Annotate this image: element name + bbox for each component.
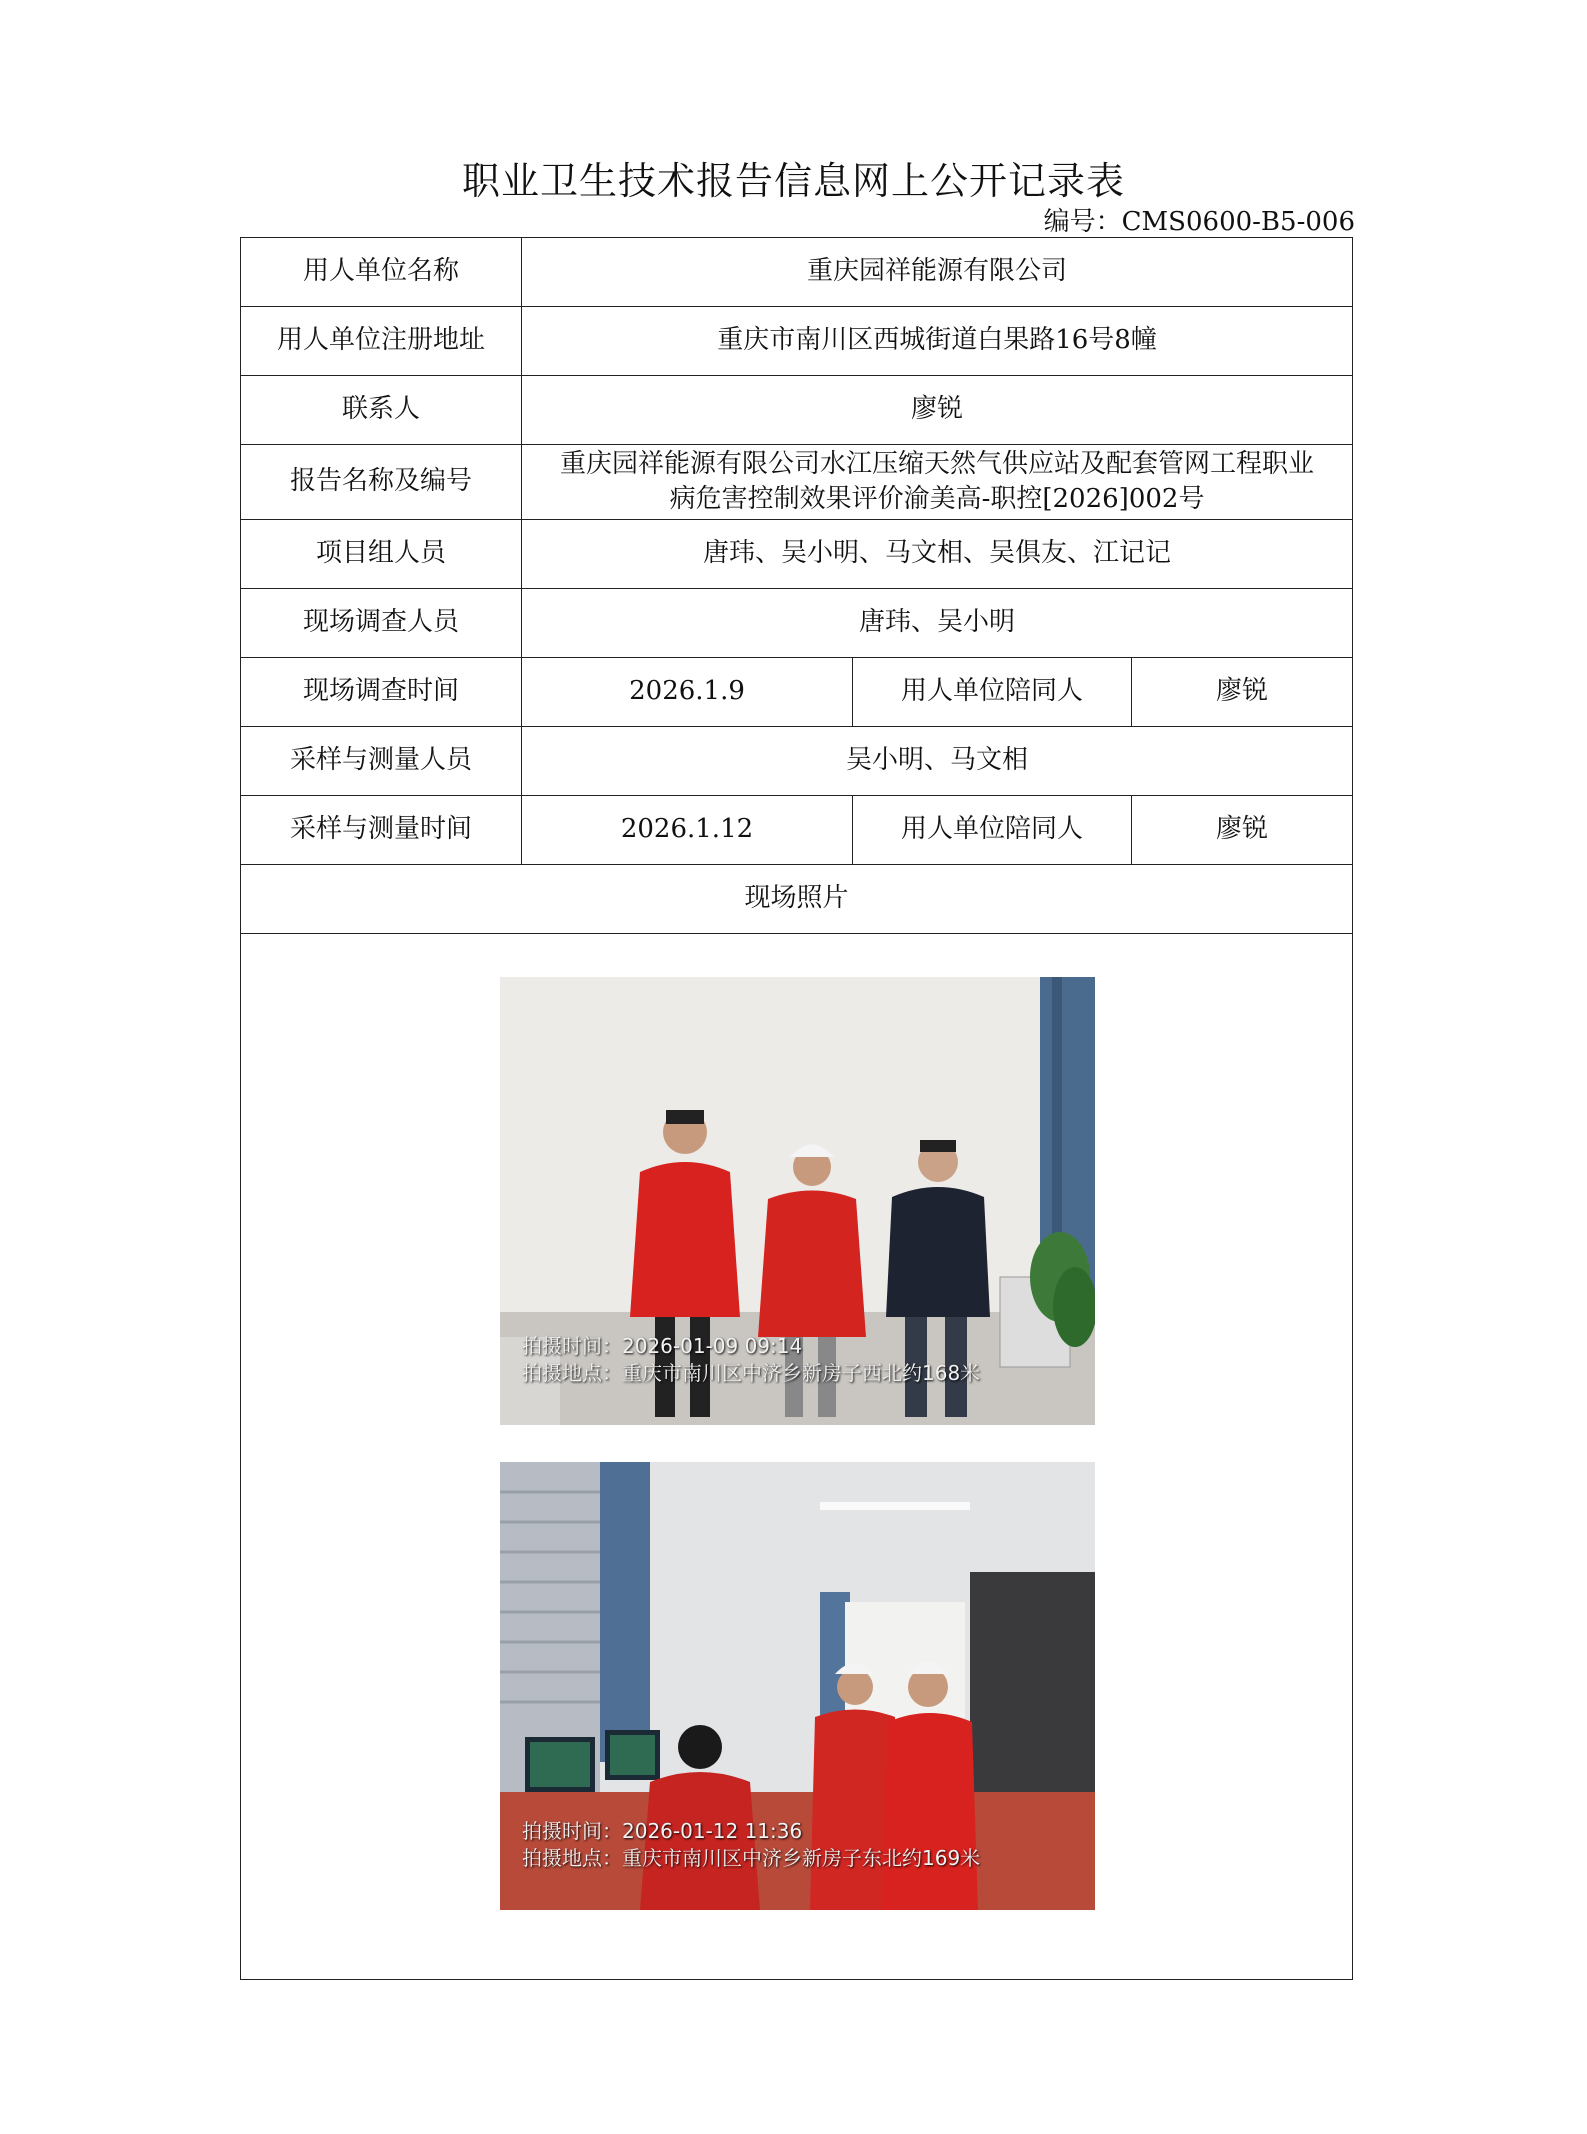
site-photo-2-caption-place: 拍摄地点：重庆市南川区中济乡新房子东北约169米 [522, 1846, 981, 1870]
contact-value: 廖锐 [522, 376, 1353, 445]
address-label: 用人单位注册地址 [241, 307, 522, 376]
row-survey-people [241, 589, 1353, 658]
document-title: 职业卫生技术报告信息网上公开记录表 [461, 159, 1125, 203]
sampling-escort-label: 用人单位陪同人 [853, 796, 1132, 865]
survey-time-value: 2026.1.9 [522, 658, 853, 727]
team-value: 唐玮、吴小明、马文相、吴俱友、江记记 [522, 520, 1353, 589]
site-photo-2-caption-time: 拍摄时间：2026-01-12 11:36 [522, 1819, 803, 1843]
row-sampling-time [241, 796, 1353, 865]
site-photo-2 [500, 1462, 1095, 1910]
sampling-time-label: 采样与测量时间 [241, 796, 522, 865]
row-team [241, 520, 1353, 589]
row-photos-header [241, 865, 1353, 934]
site-photo-1 [500, 977, 1095, 1425]
survey-time-label: 现场调查时间 [241, 658, 522, 727]
survey-people-label: 现场调查人员 [241, 589, 522, 658]
report-value [522, 445, 1353, 520]
survey-escort-value: 廖锐 [1132, 658, 1353, 727]
photos-label: 现场照片 [241, 865, 1353, 934]
row-address [241, 307, 1353, 376]
company-value: 重庆园祥能源有限公司 [522, 238, 1353, 307]
row-company [241, 238, 1353, 307]
row-contact [241, 376, 1353, 445]
report-label: 报告名称及编号 [241, 445, 522, 520]
row-survey-time [241, 658, 1353, 727]
document-number: 编号：CMS0600-B5-006 [1043, 207, 1355, 237]
address-value: 重庆市南川区西城街道白果路16号8幢 [522, 307, 1353, 376]
report-value-line2: 病危害控制效果评价渝美高-职控[2026]002号 [669, 484, 1205, 514]
contact-label: 联系人 [241, 376, 522, 445]
company-label: 用人单位名称 [241, 238, 522, 307]
row-sampling-people [241, 727, 1353, 796]
team-label: 项目组人员 [241, 520, 522, 589]
sampling-time-value: 2026.1.12 [522, 796, 853, 865]
site-photo-1-caption-time: 拍摄时间：2026-01-09 09:14 [522, 1334, 803, 1358]
row-report [241, 445, 1353, 520]
survey-people-value: 唐玮、吴小明 [522, 589, 1353, 658]
sampling-people-label: 采样与测量人员 [241, 727, 522, 796]
sampling-people-value: 吴小明、马文相 [522, 727, 1353, 796]
report-value-line1: 重庆园祥能源有限公司水江压缩天然气供应站及配套管网工程职业 [560, 448, 1315, 479]
sampling-escort-value: 廖锐 [1132, 796, 1353, 865]
survey-escort-label: 用人单位陪同人 [853, 658, 1132, 727]
site-photo-1-caption-place: 拍摄地点：重庆市南川区中济乡新房子西北约168米 [522, 1361, 981, 1385]
